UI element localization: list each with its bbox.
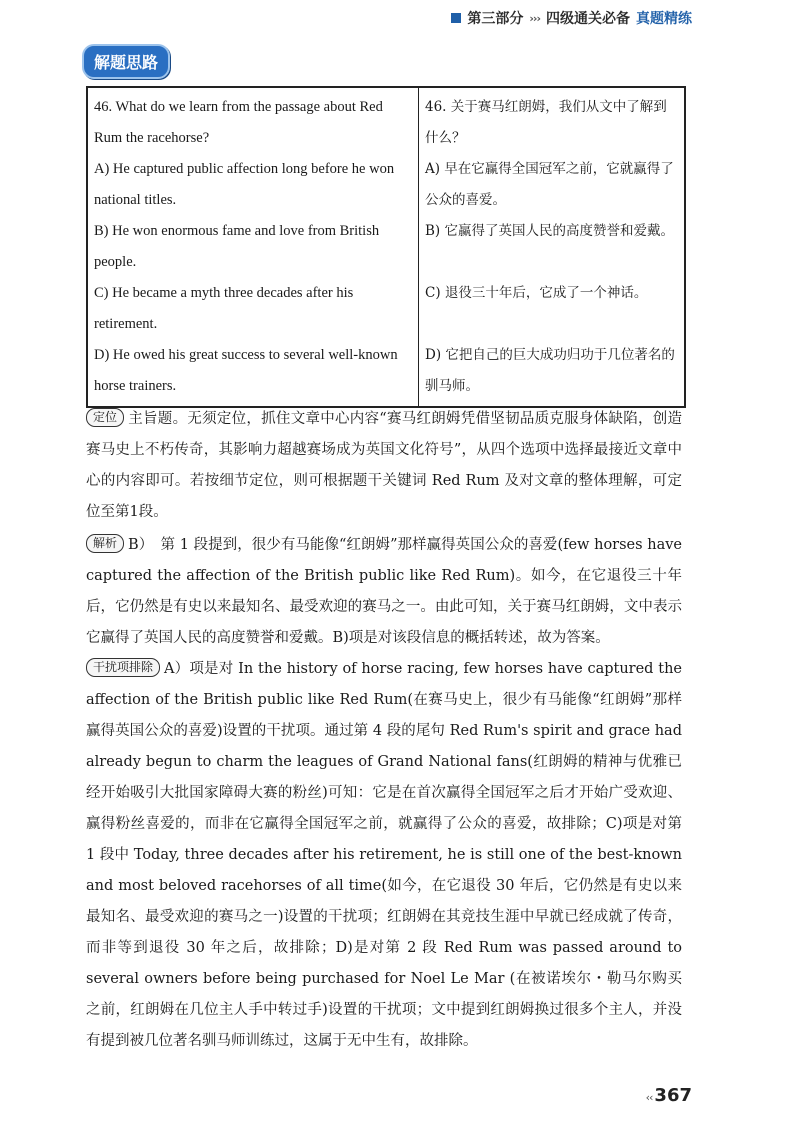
section-badge: 解题思路 <box>82 44 170 79</box>
distractors-paragraph <box>86 654 682 1057</box>
header-part-label: 第三部分 <box>467 11 524 27</box>
question-zh <box>419 87 686 407</box>
option-c-zh: C) 退役三十年后，它成了一个神话。 <box>425 285 648 301</box>
option-b-en: B) He won enormous fame and love from British people. <box>94 223 380 270</box>
distractors-text: A）项是对 In the history of horse racing, few horses have captured the affection of the British public like Red Rum(在赛马史上，很少有马能像“红朗姆”那样赢得英国公众的喜爱)设置的干扰项。通过第 4 段的尾句 Red Rum's spirit and grace had already begun to charm the leagues of Grand National fans(红朗姆的精神与优雅已经开始吸引大批国家障碍大赛的粉丝)可知：它是在首次赢得全国冠军之后才开始广受欢迎、赢得粉丝喜爱的，而非在它赢得全国冠军之前，就赢得了公众的喜爱，故排除；C)项是对第 1 段中 Today, three decades after his retirement, he is still one of the best-known and most beloved racehorses of all time(如今，在它退役 30 年后，它仍然是有史以来最知名、最受欢迎的赛马之一)设置的干扰项；红朗姆在其竞技生涯中早就已经成就了传奇，而非等到退役 30 年之后，故排除；D)是对第 2 段 Red Rum was passed around to several owners before being purchased for Noel Le Mar (在被诺埃尔・勒马尔购买之前，红朗姆在几位主人手中转过手)设置的干扰项；文中提到红朗姆换过很多个主人，并没有提到被几位著名驯马师训练过，这属于无中生有，故排除。 <box>86 661 682 1049</box>
footer-arrows: ‹‹ <box>645 1091 653 1104</box>
question-stem-en: 46. What do we learn from the passage about Red Rum the racehorse? <box>94 99 383 146</box>
header-arrows: ››› <box>529 11 540 25</box>
question-stem-zh: 46. 关于赛马红朗姆，我们从文中了解到什么？ <box>425 99 667 146</box>
running-header <box>451 8 692 28</box>
option-c-en: C) He became a myth three decades after his retirement. <box>94 285 354 332</box>
locate-tag: 定位 <box>86 408 124 427</box>
option-b-zh: B) 它赢得了英国人民的高度赞誉和爱戴。 <box>425 223 674 239</box>
analysis-text: B） 第 1 段提到，很少有马能像“红朗姆”那样赢得英国公众的喜爱(few horses have captured the affection of the British public like Red Rum)。如今，在它退役三十年后，它仍然是有史以来最知名、最受欢迎的赛马之一。由此可知，关于赛马红朗姆，文中表示它赢得了英国人民的高度赞誉和爱戴。B)项是对该段信息的概括转述，故为答案。 <box>86 537 682 646</box>
analysis-paragraph <box>86 530 682 654</box>
analysis-tag: 解析 <box>86 534 124 553</box>
header-title-accent: 真题精练 <box>636 11 692 27</box>
question-en <box>87 87 419 407</box>
locate-paragraph <box>86 404 682 528</box>
option-a-zh: A) 早在它赢得全国冠军之前，它就赢得了公众的喜爱。 <box>425 161 674 208</box>
locate-text: 主旨题。无须定位，抓住文章中心内容“赛马红朗姆凭借坚韧品质克服身体缺陷，创造赛马史上不朽传奇，其影响力超越赛场成为英国文化符号”，从四个选项中选择最接近文章中心的内容即可。若按细节定位，则可根据题干关键词 Red Rum 及对文章的整体理解，可定位至第1段。 <box>86 411 682 520</box>
option-d-zh: D) 它把自己的巨大成功归功于几位著名的驯马师。 <box>425 347 675 394</box>
page-number: 367 <box>654 1085 692 1106</box>
header-square-icon <box>451 13 461 23</box>
page-footer <box>646 1085 692 1106</box>
option-a-en: A) He captured public affection long before he won national titles. <box>94 161 395 208</box>
option-d-en: D) He owed his great success to several well-known horse trainers. <box>94 347 398 394</box>
question-table <box>86 86 686 408</box>
header-title: 四级通关必备 <box>546 11 630 27</box>
distractors-tag: 干扰项排除 <box>86 658 160 677</box>
